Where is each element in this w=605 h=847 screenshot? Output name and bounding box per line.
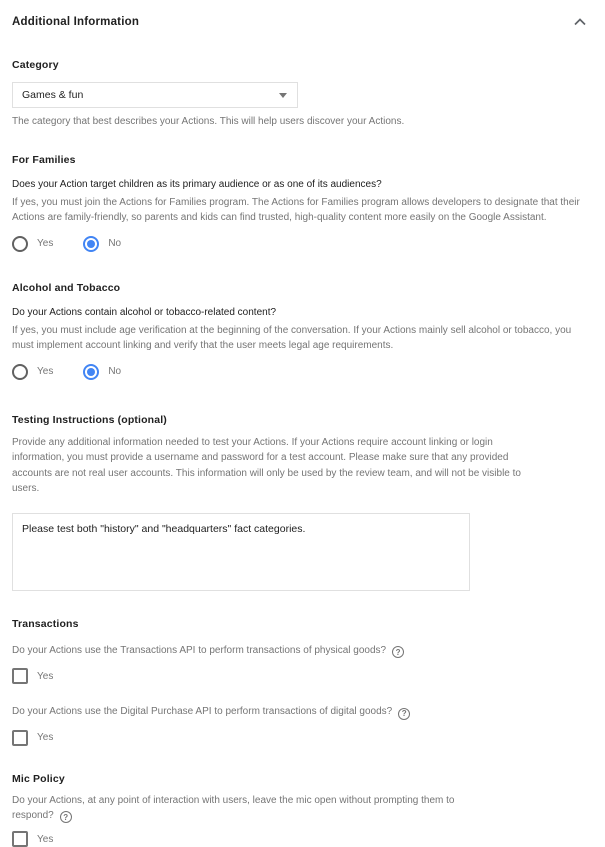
checkbox-label-yes: Yes <box>37 834 53 845</box>
dropdown-arrow-icon <box>279 93 287 98</box>
category-label: Category <box>12 59 581 71</box>
mic-policy-checkbox[interactable] <box>12 831 581 847</box>
mic-policy-heading: Mic Policy <box>12 773 581 785</box>
alcohol-tobacco-heading: Alcohol and Tobacco <box>12 282 581 294</box>
mic-policy-question <box>12 793 482 824</box>
question-text: Do your Actions, at any point of interaction with users, leave the mic open without prompting them to respond? <box>12 795 454 821</box>
transactions-physical-checkbox[interactable] <box>12 668 581 684</box>
panel-title: Additional Information <box>12 16 139 28</box>
alcohol-tobacco-question: Do your Actions contain alcohol or tobacco-related content? <box>12 305 581 320</box>
alcohol-tobacco-radio-group <box>12 364 581 380</box>
checkbox-unchecked-icon <box>12 668 28 684</box>
mic-policy-section <box>12 773 581 847</box>
help-icon[interactable]: ? <box>60 811 72 823</box>
radio-label-no: No <box>108 366 121 377</box>
help-icon[interactable]: ? <box>398 708 410 720</box>
transactions-digital-checkbox[interactable] <box>12 730 581 746</box>
question-text: Do your Actions use the Transactions API to perform transactions of physical goods? <box>12 645 386 656</box>
testing-instructions-input[interactable] <box>12 513 470 591</box>
for-families-section <box>12 154 581 252</box>
question-text: Do your Actions use the Digital Purchase API to perform transactions of digital goods? <box>12 706 392 717</box>
radio-label-yes: Yes <box>37 238 53 249</box>
for-families-radio-no[interactable] <box>83 236 121 252</box>
for-families-question: Does your Action target children as its primary audience or as one of its audiences? <box>12 177 581 192</box>
panel-header <box>12 0 589 29</box>
collapse-section-button[interactable] <box>571 15 589 29</box>
for-families-heading: For Families <box>12 154 581 166</box>
checkbox-label-yes: Yes <box>37 671 53 682</box>
chevron-up-icon <box>574 18 586 26</box>
category-select[interactable] <box>12 82 298 108</box>
transactions-digital-question <box>12 704 581 720</box>
transactions-physical-question <box>12 643 581 659</box>
radio-label-no: No <box>108 238 121 249</box>
testing-instructions-helper-text: Provide any additional information needed to test your Actions. If your Actions require account linking or login information, you must provide a username and password for a test account. Please make sure that any provided accounts are not real user accounts. This information will only be used by the review team, and will not be visible to users. <box>12 435 534 497</box>
alcohol-tobacco-section <box>12 282 581 380</box>
alcohol-tobacco-radio-yes[interactable] <box>12 364 53 380</box>
for-families-helper-text: If yes, you must join the Actions for Families program. The Actions for Families program allows developers to designate that their Actions are family-friendly, so parents and kids can find trusted, high-quality content more easily on the Google Assistant. <box>12 195 581 226</box>
for-families-radio-yes[interactable] <box>12 236 53 252</box>
checkbox-label-yes: Yes <box>37 732 53 743</box>
testing-instructions-heading: Testing Instructions (optional) <box>12 414 581 426</box>
category-helper-text: The category that best describes your Actions. This will help users discover your Actions. <box>12 114 581 130</box>
help-icon[interactable]: ? <box>392 646 404 658</box>
testing-instructions-section <box>12 414 581 591</box>
checkbox-unchecked-icon <box>12 831 28 847</box>
transactions-heading: Transactions <box>12 618 581 630</box>
transactions-section <box>12 618 581 746</box>
radio-unselected-icon <box>12 364 28 380</box>
alcohol-tobacco-helper-text: If yes, you must include age verification at the beginning of the conversation. If your Actions mainly sell alcohol or tobacco, you must implement account linking and verify that the user meets legal age requirements. <box>12 323 581 354</box>
for-families-radio-group <box>12 236 581 252</box>
radio-label-yes: Yes <box>37 366 53 377</box>
category-section <box>12 59 581 130</box>
alcohol-tobacco-radio-no[interactable] <box>83 364 121 380</box>
radio-selected-icon <box>83 364 99 380</box>
radio-unselected-icon <box>12 236 28 252</box>
category-select-value: Games & fun <box>22 89 83 101</box>
checkbox-unchecked-icon <box>12 730 28 746</box>
radio-selected-icon <box>83 236 99 252</box>
